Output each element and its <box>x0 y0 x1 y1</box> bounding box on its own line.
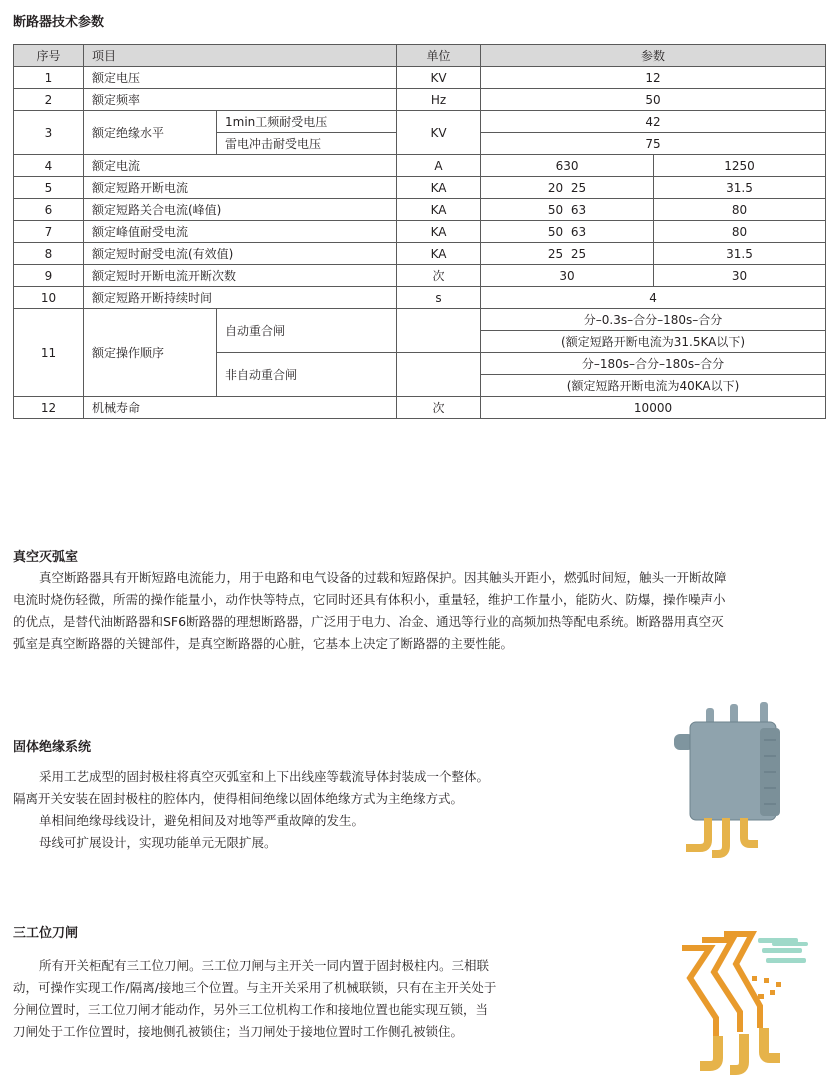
cell-unit: 次 <box>397 397 481 419</box>
cell-item: 机械寿命 <box>84 397 397 419</box>
cell-unit-empty <box>397 309 481 353</box>
cell-item: 额定短路关合电流(峰值) <box>84 199 397 221</box>
section-title-three-position: 三工位刀闸 <box>13 926 79 941</box>
cell-unit: KA <box>397 177 481 199</box>
text-line: 电流时烧伤轻微，所需的操作能量小，动作快等特点，它同时还具有体积小，重量轻，维护工作量小，能防火、防爆，操作噪声小 <box>13 592 726 607</box>
cell-value-a: 630 <box>481 155 654 177</box>
text-line: 所有开关柜配有三工位刀闸。三工位刀闸与主开关一同内置于固封极柱内。三相联 <box>39 958 490 973</box>
cell-item: 额定频率 <box>84 89 397 111</box>
cell-item: 额定操作顺序 <box>84 309 217 397</box>
cell-unit: s <box>397 287 481 309</box>
text-line: 分闸位置时，三工位刀闸才能动作，另外三工位机构工作和接地位置也能实现互锁，当 <box>13 1002 489 1017</box>
cell-no: 5 <box>14 177 84 199</box>
cell-item: 额定短路开断电流 <box>84 177 397 199</box>
teal-contacts <box>758 938 808 963</box>
header-param: 参数 <box>481 45 826 67</box>
three-position-paragraph <box>13 955 613 1043</box>
cell-item: 额定绝缘水平 <box>84 111 217 155</box>
cell-value-a: 20 25 <box>481 177 654 199</box>
cell-unit: A <box>397 155 481 177</box>
table-row <box>14 89 826 111</box>
cell-no: 10 <box>14 287 84 309</box>
text-line: 刀闸处于工作位置时，接地侧孔被锁住；当刀闸处于接地位置时工作侧孔被锁住。 <box>13 1024 464 1039</box>
text-line: 单相间绝缘母线设计，避免相间及对地等严重故障的发生。 <box>39 813 365 828</box>
cell-value-b: 80 <box>654 199 826 221</box>
text-line: 弧室是真空断路器的关键部件，是真空断路器的心脏，它基本上决定了断路器的主要性能。 <box>13 636 514 651</box>
text-line: 真空断路器具有开断短路电流能力，用于电路和电气设备的过载和短路保护。因其触头开距小，燃弧时间短，触头一开断故障 <box>39 570 727 585</box>
cell-value-b: 1250 <box>654 155 826 177</box>
cell-item: 额定短路开断持续时间 <box>84 287 397 309</box>
cell-value: 42 <box>481 111 826 133</box>
cell-unit: KA <box>397 221 481 243</box>
cell-unit: KV <box>397 67 481 89</box>
cell-no: 9 <box>14 265 84 287</box>
text-line: 母线可扩展设计，实现功能单元无限扩展。 <box>39 835 277 850</box>
section-title-solid: 固体绝缘系统 <box>13 740 92 755</box>
cell-unit-empty <box>397 353 481 397</box>
cell-value-note: (额定短路开断电流为31.5KA以下) <box>481 331 826 353</box>
text-line: 采用工艺成型的固封极柱将真空灭弧室和上下出线座等载流导体封装成一个整体。 <box>39 769 490 784</box>
copper-conductor <box>700 1036 718 1066</box>
cell-item: 额定电压 <box>84 67 397 89</box>
copper-conductor <box>686 818 708 848</box>
cell-unit: KA <box>397 199 481 221</box>
table-title: 断路器技术参数 <box>13 15 105 30</box>
text-line: 隔离开关安装在固封极柱的腔体内，使得相间绝缘以固体绝缘方式为主绝缘方式。 <box>13 791 464 806</box>
three-position-switch-image <box>672 928 822 1078</box>
cell-value-a: 50 63 <box>481 221 654 243</box>
table-row <box>14 243 826 265</box>
cell-value-b: 30 <box>654 265 826 287</box>
cell-item: 额定电流 <box>84 155 397 177</box>
solid-insulated-pole-image <box>668 700 808 860</box>
cell-value: 75 <box>481 133 826 155</box>
cell-no: 12 <box>14 397 84 419</box>
table-row <box>14 155 826 177</box>
cell-value: 50 <box>481 89 826 111</box>
cell-value: 4 <box>481 287 826 309</box>
table-row <box>14 309 826 331</box>
cell-value-a: 30 <box>481 265 654 287</box>
cell-unit: 次 <box>397 265 481 287</box>
copper-conductor <box>764 1028 780 1058</box>
cell-value-a: 25 25 <box>481 243 654 265</box>
cell-no: 7 <box>14 221 84 243</box>
cell-value-b: 80 <box>654 221 826 243</box>
vacuum-paragraph <box>13 567 828 655</box>
cell-no: 1 <box>14 67 84 89</box>
cell-no: 2 <box>14 89 84 111</box>
cell-value-note: (额定短路开断电流为40KA以下) <box>481 375 826 397</box>
cell-subitem: 1min工频耐受电压 <box>217 111 397 133</box>
text-line: 的优点，是替代油断路器和SF6断路器的理想断路器，广泛用于电力、冶金、通迅等行业的高频加热等配电系统。断路器用真空灭 <box>13 614 724 629</box>
table-row <box>14 177 826 199</box>
table-header-row <box>14 45 826 67</box>
cell-subitem: 自动重合闸 <box>217 309 397 353</box>
header-no: 序号 <box>14 45 84 67</box>
table-row <box>14 265 826 287</box>
cell-value-b: 31.5 <box>654 177 826 199</box>
text-line: 动，可操作实现工作/隔离/接地三个位置。与主开关采用了机械联锁，只有在主开关处于 <box>13 980 497 995</box>
cell-value-b: 31.5 <box>654 243 826 265</box>
spec-table <box>13 44 826 419</box>
header-item: 项目 <box>84 45 397 67</box>
table-row <box>14 221 826 243</box>
cell-value-a: 50 63 <box>481 199 654 221</box>
cell-unit: KA <box>397 243 481 265</box>
cell-value: 10000 <box>481 397 826 419</box>
cell-value: 分–180s–合分–180s–合分 <box>481 353 826 375</box>
copper-conductor <box>712 818 726 854</box>
cell-subitem: 雷电冲击耐受电压 <box>217 133 397 155</box>
copper-conductor <box>730 1034 744 1070</box>
cell-no: 6 <box>14 199 84 221</box>
cell-no: 4 <box>14 155 84 177</box>
solid-paragraph <box>13 766 613 854</box>
table-row <box>14 397 826 419</box>
switch-blade <box>682 948 716 1038</box>
copper-conductor <box>744 818 758 844</box>
cell-item: 额定短时耐受电流(有效值) <box>84 243 397 265</box>
cell-no: 11 <box>14 309 84 397</box>
cell-unit: KV <box>397 111 481 155</box>
cell-no: 8 <box>14 243 84 265</box>
section-title-vacuum: 真空灭弧室 <box>13 550 79 565</box>
table-row <box>14 111 826 133</box>
cell-subitem: 非自动重合闸 <box>217 353 397 397</box>
cell-value: 12 <box>481 67 826 89</box>
table-row <box>14 199 826 221</box>
table-row <box>14 287 826 309</box>
table-row <box>14 67 826 89</box>
cell-no: 3 <box>14 111 84 155</box>
cell-value: 分–0.3s–合分–180s–合分 <box>481 309 826 331</box>
cell-item: 额定峰值耐受电流 <box>84 221 397 243</box>
cell-unit: Hz <box>397 89 481 111</box>
header-unit: 单位 <box>397 45 481 67</box>
cell-item: 额定短时开断电流开断次数 <box>84 265 397 287</box>
